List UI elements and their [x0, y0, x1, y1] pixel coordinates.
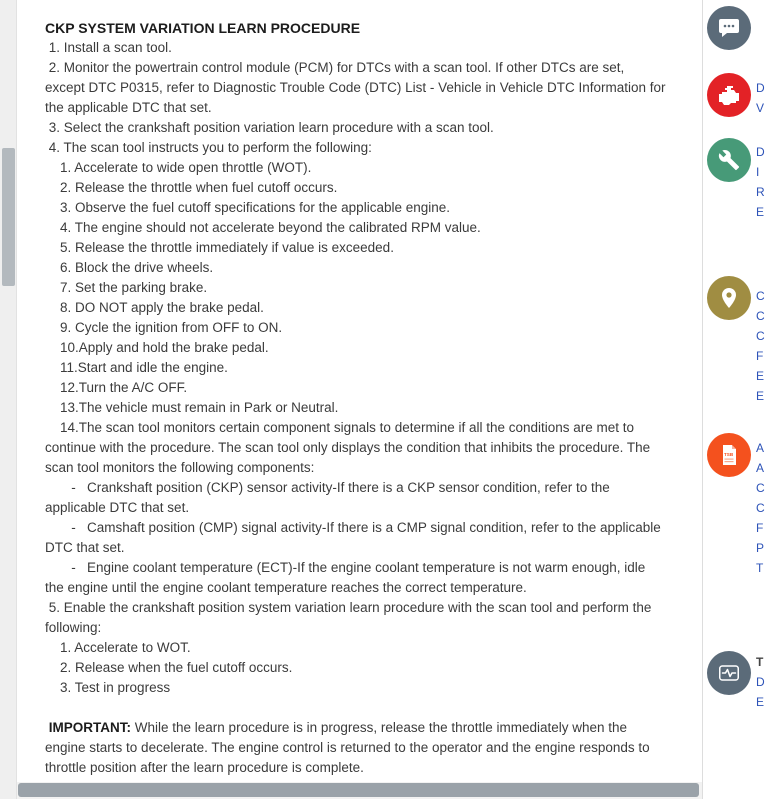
- side-link[interactable]: C: [756, 289, 765, 303]
- procedure-line: 1. Install a scan tool.: [45, 40, 172, 55]
- procedure-line: 10.Apply and hold the brake pedal.: [45, 340, 269, 355]
- procedure-line: 7. Set the parking brake.: [45, 280, 208, 295]
- waveform-icon: [717, 661, 741, 685]
- horizontal-scrollbar-track[interactable]: [17, 782, 702, 799]
- important-label: IMPORTANT:: [45, 720, 132, 735]
- vertical-scrollbar-track[interactable]: [0, 0, 17, 799]
- side-link[interactable]: F: [756, 349, 764, 363]
- procedure-line: 2. Release when the fuel cutoff occurs.: [45, 660, 293, 675]
- page-title: CKP SYSTEM VARIATION LEARN PROCEDURE: [45, 20, 361, 36]
- procedure-line: 4. The scan tool instructs you to perform the following:: [45, 140, 372, 155]
- procedure-line: 9. Cycle the ignition from OFF to ON.: [45, 320, 283, 335]
- tsb-button[interactable]: [707, 433, 751, 477]
- side-link[interactable]: P: [756, 541, 765, 555]
- side-link[interactable]: D: [756, 675, 765, 689]
- location-links: [756, 286, 771, 406]
- side-link[interactable]: E: [756, 205, 765, 219]
- engine-links: [756, 78, 771, 118]
- side-link[interactable]: C: [756, 329, 765, 343]
- waveform-links-heading: T: [756, 655, 764, 669]
- waveform-button[interactable]: [707, 651, 751, 695]
- procedure-line: 4. The engine should not accelerate beyond the calibrated RPM value.: [45, 220, 481, 235]
- maintenance-icon: [718, 149, 740, 171]
- procedure-line: 2. Monitor the powertrain control module (PCM) for DTCs with a scan tool. If other DTCs are set, except DTC P0315, refer to Diagnostic Trouble Code (DTC) List - Vehicle in Vehicle DTC Information for the applicable DTC that set.: [45, 60, 670, 115]
- side-link[interactable]: D: [756, 145, 765, 159]
- procedure-line: 3. Test in progress: [45, 680, 171, 695]
- engine-button[interactable]: [707, 73, 751, 117]
- procedure-line: 8. DO NOT apply the brake pedal.: [45, 300, 264, 315]
- location-icon: [717, 286, 741, 310]
- procedure-line: - Engine coolant temperature (ECT)-If the engine coolant temperature is not warm enough, idle the engine until the engine coolant temperature reaches the correct temperature.: [45, 560, 650, 595]
- engine-icon: [717, 83, 741, 107]
- side-link[interactable]: I: [756, 165, 760, 179]
- side-link[interactable]: V: [756, 101, 765, 115]
- procedure-line: 1. Accelerate to wide open throttle (WOT).: [45, 160, 312, 175]
- procedure-line: 13.The vehicle must remain in Park or Neutral.: [45, 400, 339, 415]
- location-button[interactable]: [707, 276, 751, 320]
- important-note: [45, 718, 667, 778]
- side-link[interactable]: A: [756, 461, 765, 475]
- procedure-line: - Crankshaft position (CKP) sensor activity-If there is a CKP sensor condition, refer to the applicable DTC that set.: [45, 480, 614, 515]
- svg-text:TSB: TSB: [724, 452, 734, 457]
- procedure-line: 5. Release the throttle immediately if value is exceeded.: [45, 240, 394, 255]
- procedure-line: - Camshaft position (CMP) signal activity-If there is a CMP signal condition, refer to the applicable DTC that set.: [45, 520, 665, 555]
- side-link[interactable]: E: [756, 695, 765, 709]
- chat-button[interactable]: [707, 6, 751, 50]
- tsb-icon: [717, 443, 741, 467]
- side-link[interactable]: A: [756, 441, 765, 455]
- procedure-line: 14.The scan tool monitors certain component signals to determine if all the conditions are met to continue with the procedure. The scan tool only displays the condition that inhibits the procedure. The scan tool monitors the following components:: [45, 420, 654, 475]
- side-link[interactable]: C: [756, 501, 765, 515]
- procedure-line: 2. Release the throttle when fuel cutoff occurs.: [45, 180, 338, 195]
- procedure-line: 12.Turn the A/C OFF.: [45, 380, 188, 395]
- maintenance-links: [756, 142, 771, 222]
- procedure-document: [17, 0, 702, 782]
- horizontal-scrollbar-thumb[interactable]: [18, 783, 699, 797]
- side-panel: [702, 0, 771, 799]
- side-link[interactable]: E: [756, 369, 765, 383]
- important-text: While the learn procedure is in progress, release the throttle immediately when the engine starts to decelerate. The engine control is returned to the operator and the engine responds to throttle position after the learn procedure is complete.: [45, 720, 654, 775]
- waveform-links: [756, 652, 771, 712]
- maintenance-button[interactable]: [707, 138, 751, 182]
- procedure-body: [45, 38, 670, 698]
- procedure-line: 5. Enable the crankshaft position system variation learn procedure with the scan tool and perform the following:: [45, 600, 656, 635]
- procedure-line: 3. Select the crankshaft position variation learn procedure with a scan tool.: [45, 120, 494, 135]
- procedure-line: 3. Observe the fuel cutoff specifications for the applicable engine.: [45, 200, 451, 215]
- chat-icon: [717, 16, 741, 40]
- side-link[interactable]: T: [756, 561, 764, 575]
- side-link[interactable]: D: [756, 81, 765, 95]
- procedure-line: 1. Accelerate to WOT.: [45, 640, 191, 655]
- procedure-line: 11.Start and idle the engine.: [45, 360, 228, 375]
- side-link[interactable]: C: [756, 309, 765, 323]
- side-link[interactable]: F: [756, 521, 764, 535]
- tsb-links: [756, 438, 771, 578]
- vertical-scrollbar-thumb[interactable]: [2, 148, 15, 286]
- side-link[interactable]: E: [756, 389, 765, 403]
- procedure-line: 6. Block the drive wheels.: [45, 260, 214, 275]
- side-link[interactable]: C: [756, 481, 765, 495]
- side-link[interactable]: R: [756, 185, 765, 199]
